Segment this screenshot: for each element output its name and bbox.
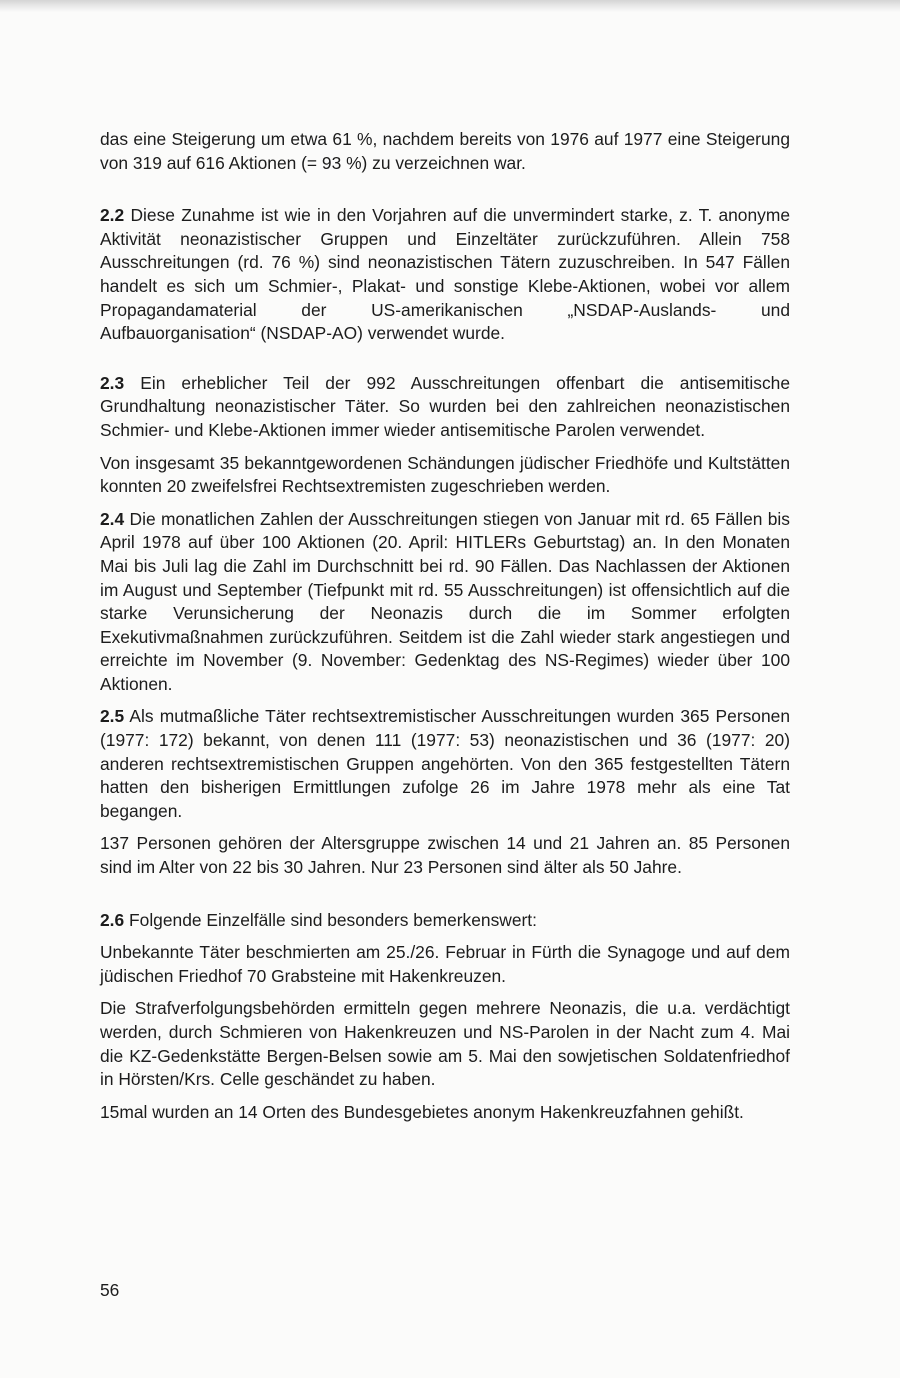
paragraph-text: das eine Steigerung um etwa 61 %, nachdem bereits von 1976 auf 1977 eine Steigerung von 319 auf 616 Aktionen (= 93 %) zu verzeichnen war.	[100, 129, 790, 173]
paragraph-age-groups	[100, 832, 790, 879]
paragraph-text: Diese Zunahme ist wie in den Vorjahren auf die unvermindert starke, z. T. anonyme Aktivität neonazistischer Gruppen und Einzeltäter zurückzuführen. Allein 758 Ausschreitungen (rd. 76 %) sind neonazistischen Tätern zuzuschreiben. In 547 Fällen handelt es sich um Schmier-, Plakat- und sonstige Klebe-Aktionen, wobei vor allem Propagandamaterial der US-amerikanischen „NSDAP-Auslands- und Aufbauorganisation“ (NSDAP-AO) verwendet wurde.	[100, 205, 790, 344]
paragraph-text: Folgende Einzelfälle sind besonders bemerkenswert:	[124, 909, 537, 930]
section-number: 2.6	[100, 909, 125, 930]
paragraph-text: Von insgesamt 35 bekanntgewordenen Schändungen jüdischer Friedhöfe und Kultstätten konnten 20 zweifelsfrei Rechtsextremisten zugeschrieben werden.	[100, 452, 790, 497]
page-number: 56	[100, 1280, 120, 1300]
paragraph-section-2-6	[100, 909, 790, 933]
paragraph-section-2-4	[100, 508, 790, 697]
section-number: 2.4	[100, 508, 125, 529]
paragraph-continuation	[100, 128, 790, 175]
section-number: 2.3	[100, 372, 125, 393]
document-body	[100, 128, 790, 1124]
paragraph-bergen-belsen	[100, 997, 790, 1091]
paragraph-section-2-3	[100, 372, 790, 443]
paragraph-cemeteries	[100, 452, 790, 499]
paragraph-text: Ein erheblicher Teil der 992 Ausschreitungen offenbart die antisemitische Grundhaltung neonazistischer Täter. So wurden bei den zahlreichen neonazistischen Schmier- und Klebe-Aktionen immer wieder antisemitische Parolen verwendet.	[100, 372, 790, 440]
section-number: 2.5	[100, 706, 125, 727]
paragraph-text: Die monatlichen Zahlen der Ausschreitungen stiegen von Januar mit rd. 65 Fällen bis April 1978 auf über 100 Aktionen (20. April: HITLERs Geburtstag) an. In den Monaten Mai bis Juli lag die Zahl im Durchschnitt bei rd. 90 Fällen. Das Nachlassen der Aktionen im August und September (Tiefpunkt mit rd. 55 Ausschreitungen) ist offensichtlich auf die starke Verunsicherung der Neonazis durch die im Sommer erfolgten Exekutivmaßnahmen zurückzuführen. Seitdem ist die Zahl wieder stark angestiegen und erreichte im November (9. November: Gedenktag des NS-Regimes) wieder über 100 Aktionen.	[100, 508, 790, 694]
paragraph-text: Die Strafverfolgungsbehörden ermitteln gegen mehrere Neonazis, die u.a. verdächtigt werden, durch Schmieren von Hakenkreuzen und NS-Parolen in der Nacht zum 4. Mai die KZ-Gedenkstätte Bergen-Belsen sowie am 5. Mai den sowjetischen Soldatenfriedhof in Hörsten/Krs. Celle geschändet zu haben.	[100, 998, 790, 1090]
paragraph-text: Als mutmaßliche Täter rechtsextremistischer Ausschreitungen wurden 365 Personen (1977: 172) bekannt, von denen 111 (1977: 53) neonazistischen und 36 (1977: 20) anderen rechtsextremistischen Gruppen angehörten. Von den 365 festgestellten Tätern hatten den bisherigen Ermittlungen zufolge 26 im Jahre 1978 mehr als eine Tat begangen.	[100, 706, 790, 821]
scan-edge-shadow	[0, 0, 900, 12]
paragraph-text: Unbekannte Täter beschmierten am 25./26. Februar in Fürth die Synagoge und auf dem jüdischen Friedhof 70 Grabsteine mit Hakenkreuzen.	[100, 942, 790, 986]
paragraph-swastika-flags	[100, 1101, 790, 1125]
paragraph-text: 15mal wurden an 14 Orten des Bundesgebietes anonym Hakenkreuzfahnen gehißt.	[100, 1101, 744, 1122]
paragraph-section-2-5	[100, 705, 790, 823]
paragraph-section-2-2	[100, 204, 790, 346]
section-number: 2.2	[100, 205, 125, 226]
paragraph-text: 137 Personen gehören der Altersgruppe zwischen 14 und 21 Jahren an. 85 Personen sind im Alter von 22 bis 30 Jahren. Nur 23 Personen sind älter als 50 Jahre.	[100, 833, 790, 878]
paragraph-fuerth	[100, 941, 790, 988]
